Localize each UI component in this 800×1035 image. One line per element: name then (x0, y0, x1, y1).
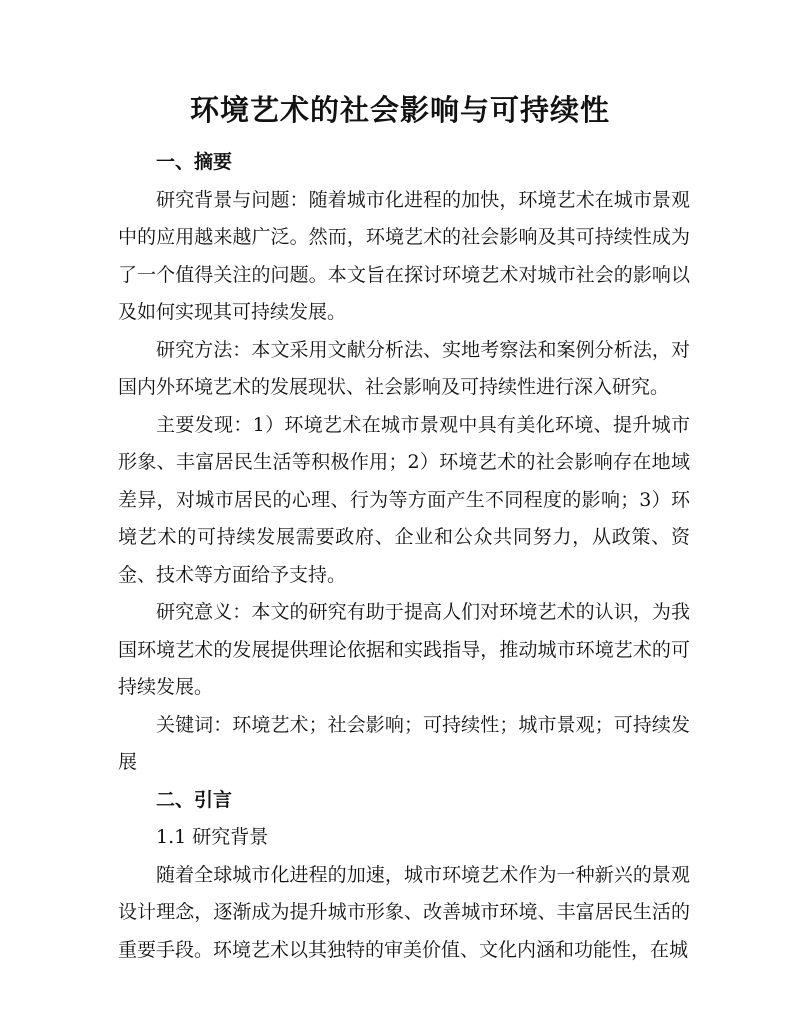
document-body (118, 144, 690, 969)
section-heading-introduction: 二、引言 (156, 788, 233, 811)
document-title: 环境艺术的社会影响与可持续性 (189, 93, 610, 127)
abstract-background-paragraph: 研究背景与问题：随着城市化进程的加快，环境艺术在城市景观中的应用越来越广泛。然而，环境艺术的社会影响及其可持续性成为了一个值得关注的问题。本文旨在探讨环境艺术对城市社会的影响以及如何实现其可持续发展。 (118, 188, 690, 323)
abstract-findings-paragraph: 主要发现：1）环境艺术在城市景观中具有美化环境、提升城市形象、丰富居民生活等积极作用；2）环境艺术的社会影响存在地域差异，对城市居民的心理、行为等方面产生不同程度的影响；3）环境艺术的可持续发展需要政府、企业和公众共同努力，从政策、资金、技术等方面给予支持。 (118, 413, 690, 586)
abstract-methods-paragraph: 研究方法：本文采用文献分析法、实地考察法和案例分析法，对国内外环境艺术的发展现状、社会影响及可持续性进行深入研究。 (118, 338, 690, 398)
abstract-keywords-paragraph: 关键词：环境艺术；社会影响；可持续性；城市景观；可持续发展 (118, 713, 690, 773)
abstract-significance-paragraph: 研究意义：本文的研究有助于提高人们对环境艺术的认识，为我国环境艺术的发展提供理论依据和实践指导，推动城市环境艺术的可持续发展。 (118, 601, 690, 698)
introduction-paragraph: 随着全球城市化进程的加速，城市环境艺术作为一种新兴的景观设计理念，逐渐成为提升城市形象、改善城市环境、丰富居民生活的重要手段。环境艺术以其独特的审美价值、文化内涵和功能性，在城 (118, 863, 690, 961)
subsection-heading-research-background: 1.1 研究背景 (156, 826, 269, 848)
section-heading-abstract: 一、摘要 (156, 151, 233, 173)
